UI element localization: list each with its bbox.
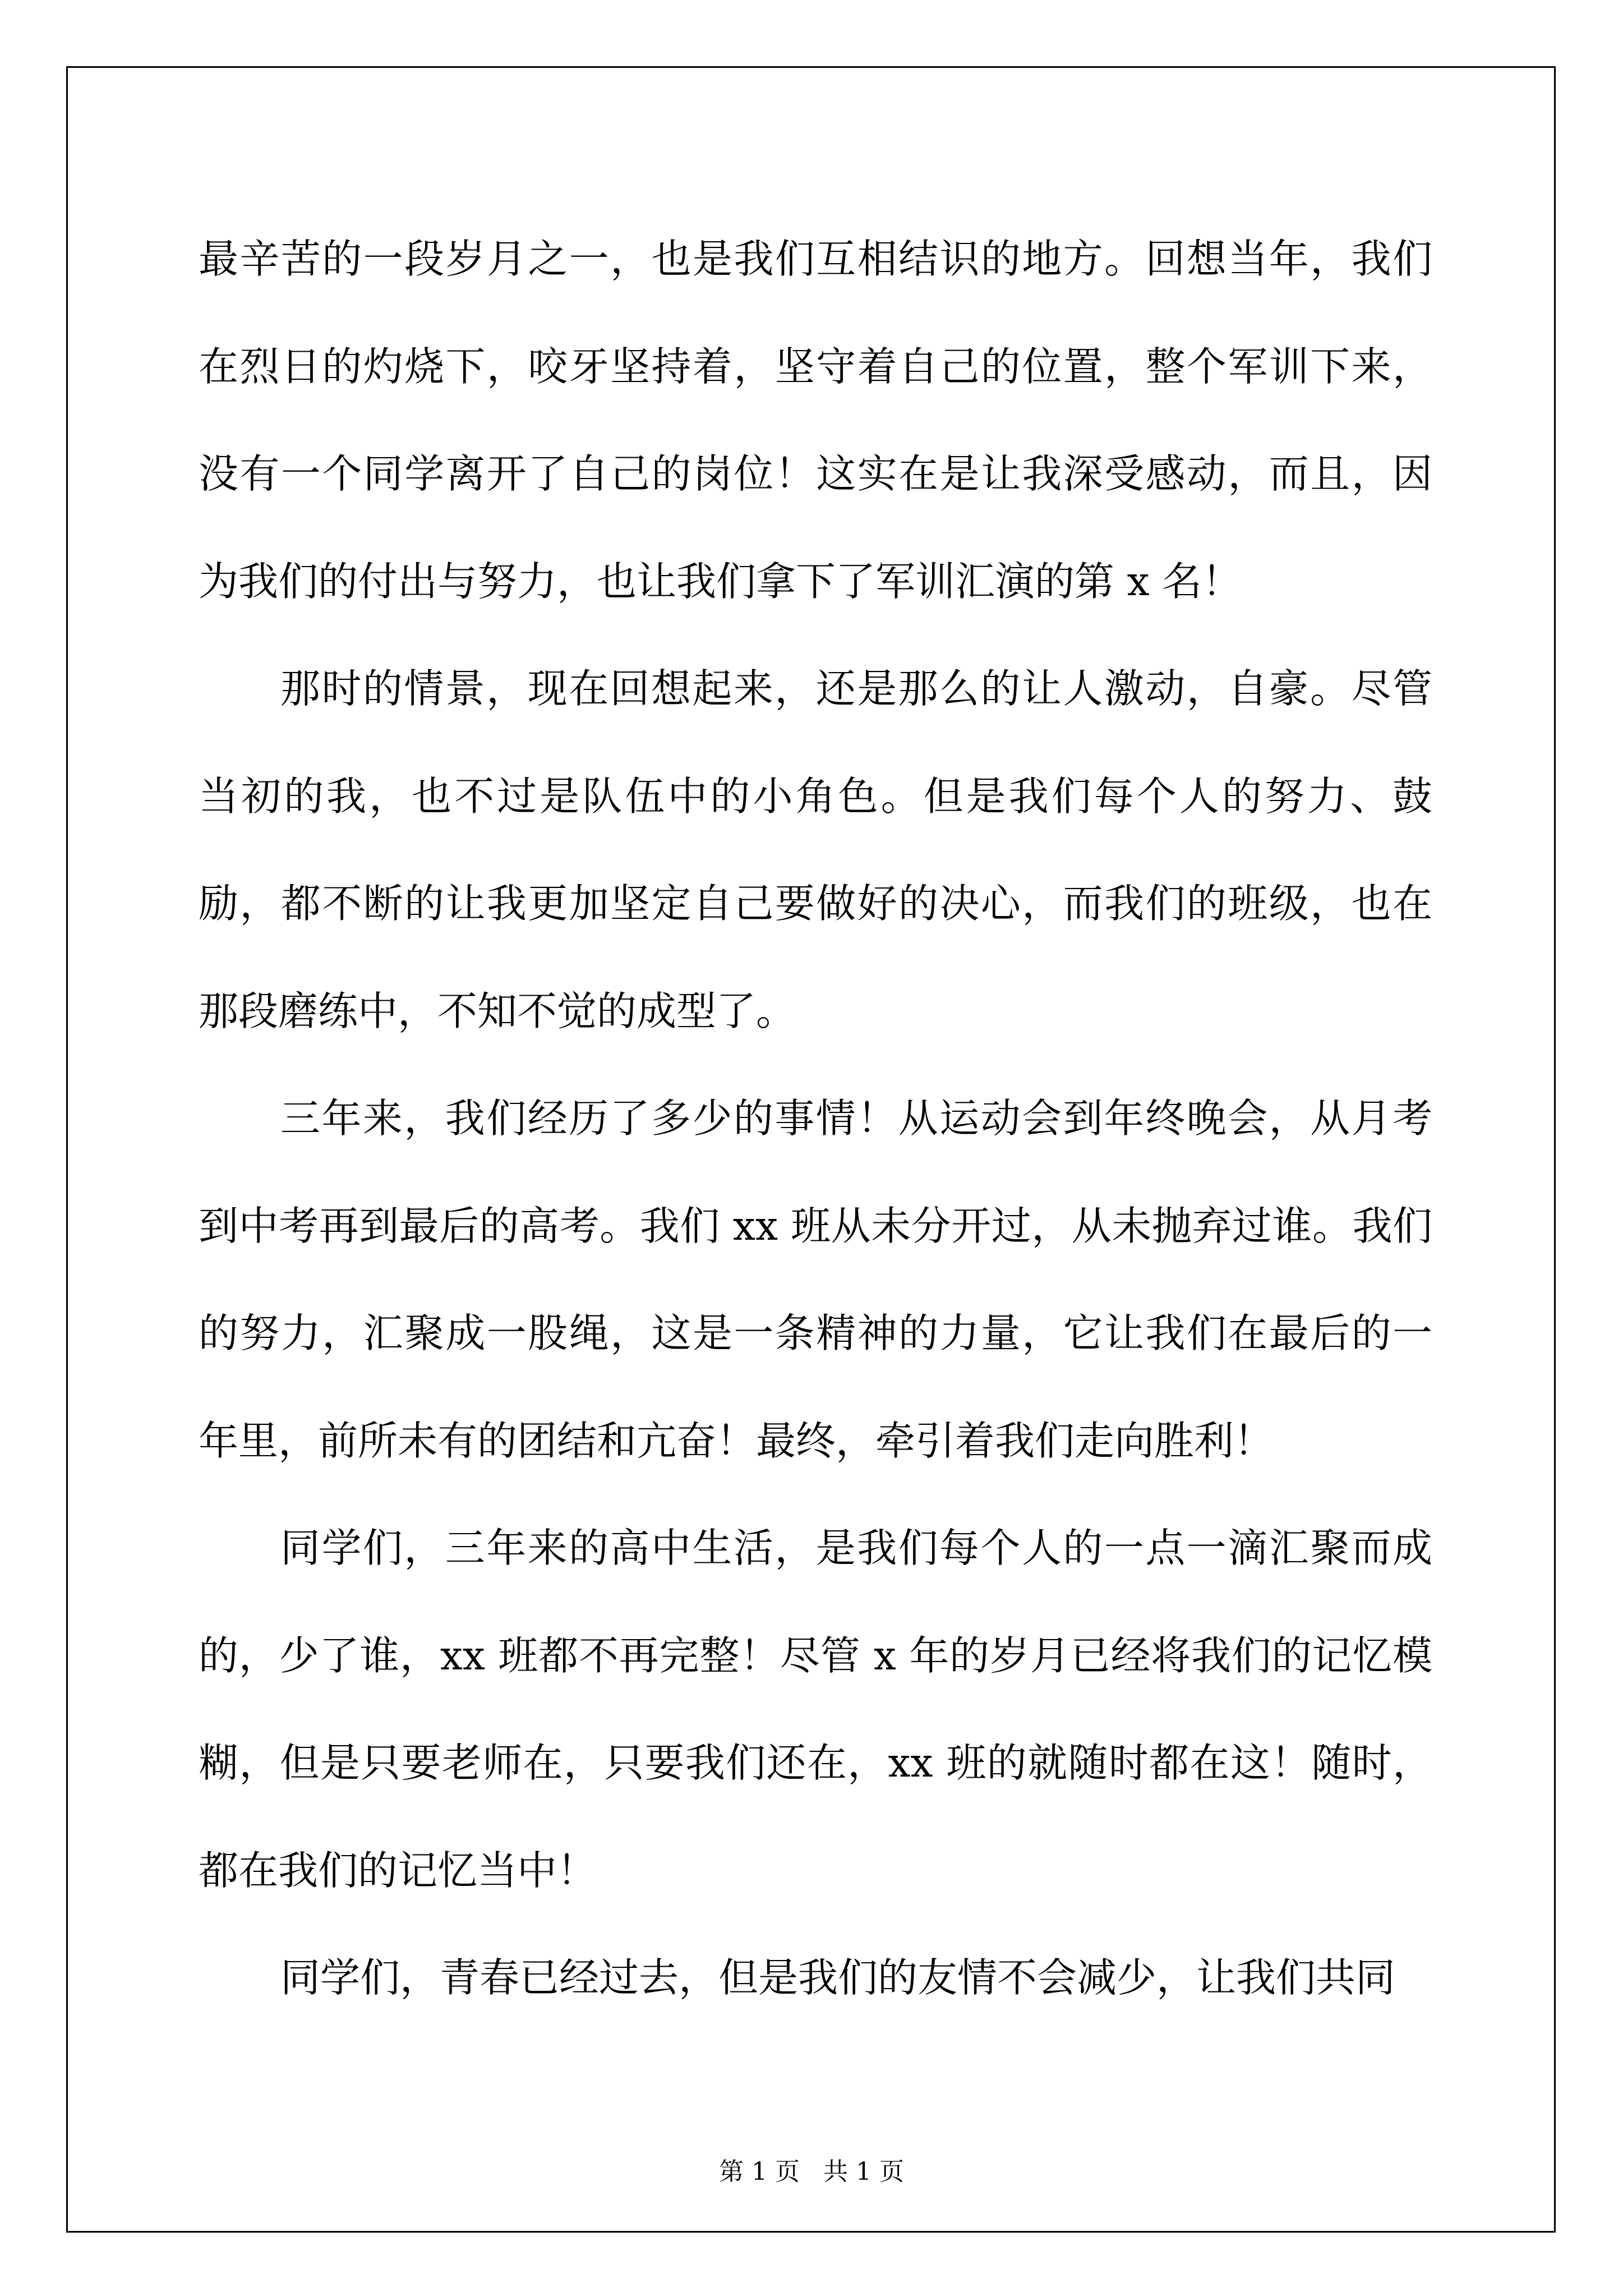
paragraph: 那时的情景，现在回想起来，还是那么的让人激动，自豪。尽管当初的我，也不过是队伍中的小角色。但是我们每个人的努力、鼓励，都不断的让我更加坚定自己要做好的决心，而我们的班级，也在那段磨练中，不知不觉的成型了。 <box>199 665 1432 1034</box>
paragraph: 三年来，我们经历了多少的事情！从运动会到年终晚会，从月考到中考再到最后的高考。我们 xx 班从未分开过，从未抛弃过谁。我们的努力，汇聚成一股绳，这是一条精神的力量，它让我们在最后的一年里，前所未有的团结和亢奋！最终，牵引着我们走向胜利！ <box>199 1095 1432 1464</box>
paragraph: 同学们，三年来的高中生活，是我们每个人的一点一滴汇聚而成的，少了谁，xx 班都不再完整！尽管 x 年的岁月已经将我们的记忆模糊，但是只要老师在，只要我们还在，xx 班的就随时都在这！随时，都在我们的记忆当中！ <box>199 1525 1432 1894</box>
paragraph: 最辛苦的一段岁月之一，也是我们互相结识的地方。回想当年，我们在烈日的灼烧下，咬牙坚持着，坚守着自己的位置，整个军训下来，没有一个同学离开了自己的岗位！这实在是让我深受感动，而且，因为我们的付出与努力，也让我们拿下了军训汇演的第 x 名！ <box>199 236 1432 605</box>
paragraph: 同学们，青春已经过去，但是我们的友情不会减少，让我们共同 <box>280 1954 1396 2001</box>
page-footer: 第 1 页 共 1 页 <box>719 2157 904 2186</box>
document-body <box>199 205 1432 2032</box>
